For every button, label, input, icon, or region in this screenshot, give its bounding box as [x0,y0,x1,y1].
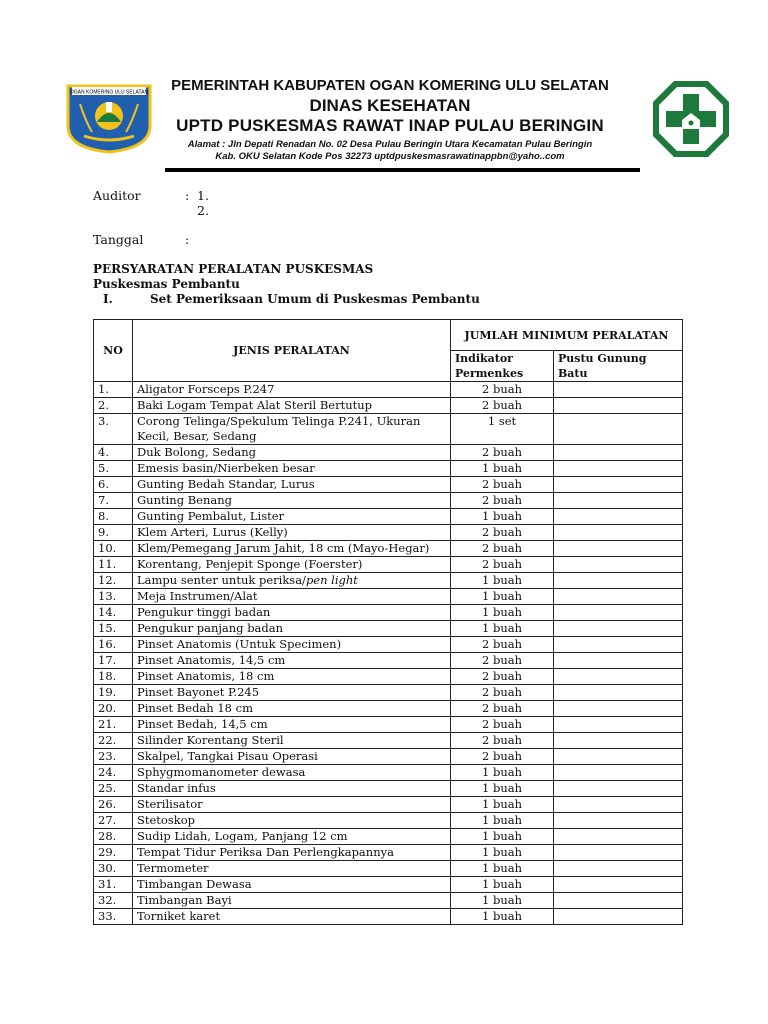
table-row [94,797,683,813]
row-number: 3. [94,414,133,445]
indikator-quantity: 1 buah [451,797,554,813]
pustu-quantity-cell[interactable] [554,461,683,477]
table-row [94,765,683,781]
equipment-name: Pinset Bedah, 14,5 cm [133,717,451,733]
row-number: 33. [94,909,133,925]
auditor-colon: : [185,188,190,203]
indikator-quantity: 2 buah [451,717,554,733]
pustu-quantity-cell[interactable] [554,541,683,557]
row-number: 1. [94,382,133,398]
puskesmas-cross-logo [652,80,730,158]
equipment-name: Timbangan Dewasa [133,877,451,893]
pustu-quantity-cell[interactable] [554,621,683,637]
tanggal-label: Tanggal [93,232,144,247]
table-row [94,861,683,877]
indikator-quantity: 2 buah [451,701,554,717]
row-number: 16. [94,637,133,653]
row-number: 2. [94,398,133,414]
equipment-name: Pinset Anatomis (Untuk Specimen) [133,637,451,653]
section-item-title: Set Pemeriksaan Umum di Puskesmas Pembantu [150,292,480,306]
equipment-name: Torniket karet [133,909,451,925]
equipment-name: Sterilisator [133,797,451,813]
pustu-quantity-cell[interactable] [554,573,683,589]
row-number: 18. [94,669,133,685]
equipment-table [93,319,683,925]
equipment-name: Meja Instrumen/Alat [133,589,451,605]
equipment-name-italic: pen light [305,573,358,587]
indikator-quantity: 1 buah [451,813,554,829]
equipment-name: Sphygmomanometer dewasa [133,765,451,781]
indikator-quantity: 2 buah [451,493,554,509]
equipment-name: Korentang, Penjepit Sponge (Foerster) [133,557,451,573]
equipment-name: Corong Telinga/Spekulum Telinga P.241, Ukuran Kecil, Besar, Sedang [133,414,451,445]
equipment-name: Pinset Anatomis, 14,5 cm [133,653,451,669]
row-number: 28. [94,829,133,845]
pustu-quantity-cell[interactable] [554,909,683,925]
pustu-quantity-cell[interactable] [554,477,683,493]
indikator-quantity: 1 buah [451,829,554,845]
table-row [94,749,683,765]
equipment-name: Baki Logam Tempat Alat Steril Bertutup [133,398,451,414]
equipment-name: Termometer [133,861,451,877]
pustu-quantity-cell[interactable] [554,685,683,701]
indikator-quantity: 2 buah [451,445,554,461]
pustu-quantity-cell[interactable] [554,781,683,797]
row-number: 9. [94,525,133,541]
indikator-quantity: 1 buah [451,605,554,621]
row-number: 30. [94,861,133,877]
header-pustu-gunung-batu: Pustu Gunung Batu [554,351,683,382]
row-number: 8. [94,509,133,525]
indikator-quantity: 1 buah [451,845,554,861]
table-row [94,477,683,493]
pustu-quantity-cell[interactable] [554,765,683,781]
auditor-label: Auditor [93,188,141,203]
indikator-quantity: 1 buah [451,893,554,909]
header-no: NO [94,320,133,382]
pustu-quantity-cell[interactable] [554,605,683,621]
table-row [94,829,683,845]
equipment-name: Pengukur panjang badan [133,621,451,637]
table-row [94,733,683,749]
table-row [94,701,683,717]
table-row [94,382,683,398]
row-number: 5. [94,461,133,477]
indikator-quantity: 2 buah [451,637,554,653]
table-row [94,877,683,893]
pustu-quantity-cell[interactable] [554,845,683,861]
equipment-name: Klem/Pemegang Jarum Jahit, 18 cm (Mayo-Hegar) [133,541,451,557]
table-row [94,685,683,701]
indikator-quantity: 2 buah [451,749,554,765]
row-number: 19. [94,685,133,701]
equipment-name: Gunting Pembalut, Lister [133,509,451,525]
header-jenis-peralatan: JENIS PERALATAN [133,320,451,382]
table-row [94,845,683,861]
table-row [94,557,683,573]
row-number: 31. [94,877,133,893]
row-number: 29. [94,845,133,861]
section-title: PERSYARATAN PERALATAN PUSKESMAS [93,262,374,276]
pustu-quantity-cell[interactable] [554,382,683,398]
row-number: 10. [94,541,133,557]
row-number: 13. [94,589,133,605]
equipment-name: Silinder Korentang Steril [133,733,451,749]
indikator-quantity: 2 buah [451,733,554,749]
auditor-entry-1: 1. [197,188,209,203]
letterhead-department: DINAS KESEHATAN [309,96,471,115]
equipment-name: Pinset Bedah 18 cm [133,701,451,717]
indikator-quantity: 2 buah [451,382,554,398]
table-row [94,589,683,605]
equipment-name: Klem Arteri, Lurus (Kelly) [133,525,451,541]
indikator-quantity: 2 buah [451,557,554,573]
equipment-name: Pinset Anatomis, 18 cm [133,669,451,685]
pustu-quantity-cell[interactable] [554,797,683,813]
row-number: 6. [94,477,133,493]
equipment-name: Pinset Bayonet P.245 [133,685,451,701]
indikator-quantity: 2 buah [451,541,554,557]
letterhead-address-2: Kab. OKU Selatan Kode Pos 32273 uptdpuskesmasrawatinappbn@yaho..com [215,151,565,162]
equipment-name: Duk Bolong, Sedang [133,445,451,461]
emblem-banner-text: OGAN KOMERING ULU SELATAN [69,89,149,96]
equipment-name: Stetoskop [133,813,451,829]
row-number: 32. [94,893,133,909]
row-number: 4. [94,445,133,461]
header-indikator-permenkes: Indikator Permenkes [451,351,554,382]
indikator-quantity: 1 buah [451,781,554,797]
pustu-quantity-cell[interactable] [554,445,683,461]
tanggal-colon: : [185,232,190,247]
table-row [94,669,683,685]
row-number: 17. [94,653,133,669]
table-row [94,813,683,829]
indikator-quantity: 2 buah [451,669,554,685]
equipment-name: Standar infus [133,781,451,797]
equipment-name: Sudip Lidah, Logam, Panjang 12 cm [133,829,451,845]
indikator-quantity: 1 buah [451,877,554,893]
letterhead-government: PEMERINTAH KABUPATEN OGAN KOMERING ULU SELATAN [171,77,609,94]
indikator-quantity: 1 buah [451,861,554,877]
indikator-quantity: 1 buah [451,909,554,925]
equipment-name: Gunting Bedah Standar, Lurus [133,477,451,493]
row-number: 7. [94,493,133,509]
letterhead-address-1: Alamat : Jln Depati Renadan No. 02 Desa Pulau Beringin Utara Kecamatan Pulau Beringin [187,139,593,150]
pustu-quantity-cell[interactable] [554,893,683,909]
row-number: 24. [94,765,133,781]
row-number: 21. [94,717,133,733]
row-number: 25. [94,781,133,797]
indikator-quantity: 2 buah [451,398,554,414]
row-number: 23. [94,749,133,765]
table-row [94,909,683,925]
pustu-quantity-cell[interactable] [554,701,683,717]
row-number: 12. [94,573,133,589]
pustu-quantity-cell[interactable] [554,829,683,845]
pustu-quantity-cell[interactable] [554,589,683,605]
pustu-quantity-cell[interactable] [554,637,683,653]
table-row [94,605,683,621]
table-row [94,509,683,525]
pustu-quantity-cell[interactable] [554,861,683,877]
indikator-quantity: 2 buah [451,685,554,701]
indikator-quantity: 1 buah [451,589,554,605]
indikator-quantity: 2 buah [451,525,554,541]
pustu-quantity-cell[interactable] [554,877,683,893]
table-row [94,573,683,589]
equipment-name: Tempat Tidur Periksa Dan Perlengkapannya [133,845,451,861]
row-number: 11. [94,557,133,573]
pustu-quantity-cell[interactable] [554,557,683,573]
letterhead [155,76,625,163]
indikator-quantity: 1 buah [451,509,554,525]
indikator-quantity: 1 buah [451,573,554,589]
row-number: 14. [94,605,133,621]
regency-emblem-logo [64,82,154,154]
auditor-entry-2: 2. [197,203,209,218]
table-row [94,717,683,733]
section-item-number: I. [103,292,113,306]
indikator-quantity: 1 buah [451,765,554,781]
indikator-quantity: 2 buah [451,653,554,669]
section-subtitle: Puskesmas Pembantu [93,277,240,291]
table-row [94,493,683,509]
equipment-name: Aligator Forsceps P.247 [133,382,451,398]
row-number: 26. [94,797,133,813]
pustu-quantity-cell[interactable] [554,509,683,525]
pustu-quantity-cell[interactable] [554,669,683,685]
equipment-table-body [94,382,683,925]
pustu-quantity-cell[interactable] [554,398,683,414]
table-row [94,398,683,414]
equipment-name: Timbangan Bayi [133,893,451,909]
pustu-quantity-cell[interactable] [554,414,683,445]
table-row [94,637,683,653]
row-number: 27. [94,813,133,829]
table-row [94,621,683,637]
table-row [94,781,683,797]
pustu-quantity-cell[interactable] [554,717,683,733]
equipment-name: Gunting Benang [133,493,451,509]
indikator-quantity: 1 buah [451,621,554,637]
row-number: 20. [94,701,133,717]
table-row [94,893,683,909]
table-row [94,525,683,541]
table-row [94,461,683,477]
indikator-quantity: 1 set [451,414,554,445]
row-number: 22. [94,733,133,749]
table-row [94,445,683,461]
table-row [94,653,683,669]
pustu-quantity-cell[interactable] [554,493,683,509]
equipment-name: Skalpel, Tangkai Pisau Operasi [133,749,451,765]
equipment-name-text: Lampu senter untuk periksa/ [137,573,306,587]
table-row [94,414,683,445]
equipment-name: Emesis basin/Nierbeken besar [133,461,451,477]
pustu-quantity-cell[interactable] [554,525,683,541]
pustu-quantity-cell[interactable] [554,733,683,749]
equipment-name: Pengukur tinggi badan [133,605,451,621]
letterhead-institution: UPTD PUSKESMAS RAWAT INAP PULAU BERINGIN [176,116,604,135]
header-jumlah-minimum: JUMLAH MINIMUM PERALATAN [451,320,683,351]
pustu-quantity-cell[interactable] [554,653,683,669]
equipment-name [133,573,451,589]
table-row [94,541,683,557]
row-number: 15. [94,621,133,637]
indikator-quantity: 1 buah [451,461,554,477]
indikator-quantity: 2 buah [451,477,554,493]
letterhead-divider [165,168,640,172]
pustu-quantity-cell[interactable] [554,813,683,829]
pustu-quantity-cell[interactable] [554,749,683,765]
